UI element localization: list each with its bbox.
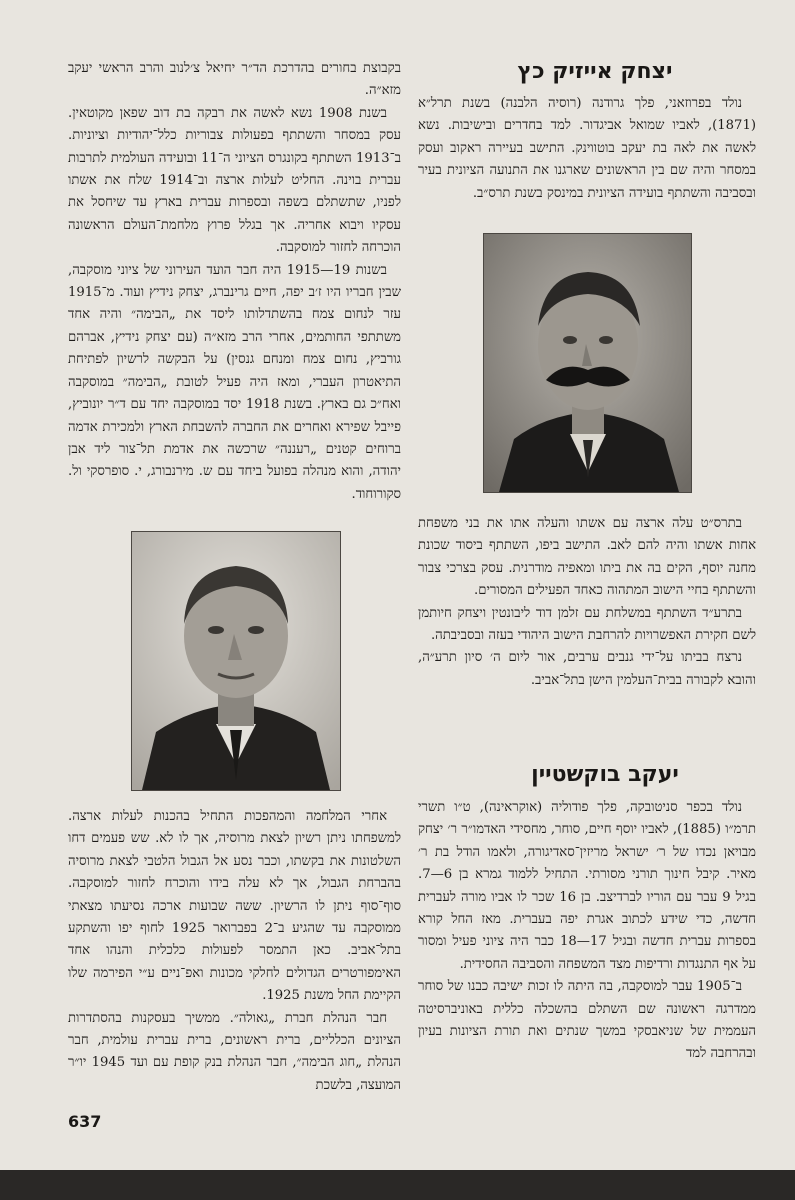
- portrait-photo-1: [483, 233, 692, 493]
- biography-2-heading: יעקב בוקשטיין: [531, 762, 679, 787]
- paragraph: נולד בפרוזאני, פלך גרודנה (רוסיה הלבנה) בשנת תרל״א (1871), לאביו שמואל אביגדור. למד בחדרים ובישיבות. נשא לאשה את לאה בת יעקב בוטווינק. התישב בעיירה ראקוב ועסק במסחר והיה שם בין הראשונים שארגנו את התנועה הציונית בעיר ובסביבה והשתתף בועידה הציונית במינסק בשנת תרס״ב.: [418, 96, 756, 201]
- paragraph: נרצח בביתו על־ידי גנבים ערבים, אור ליום ה׳ סיון תרע״ה, והובא לקבורה בבית־העלמין הישן בתל־אביב.: [418, 650, 756, 688]
- paragraph: ב־1905 עבר למוסקבה, בה היתה לו זכות ישיבה כבנו של סוחר ממדרגה ראשונה שם השתלם בהשכלה כללית באוניברסיטה העממית של שניאבסקי במשך שנתים ואת תורת הציונות בעיון ובהרחבה למד: [418, 979, 756, 1062]
- paragraph: בשנת 1908 נשא לאשה את רבקה בת דוב שפאן מקוטאין. עסק במסחר והשתתף בפעולות צבוריות כלל־יהודיות וציוניות. ב־1913 השתתף בקונגרס הציוני ה־11 ובועידה העולמית לתרבות עברית בוינה. החליט לעלות ארצה וב־1914 שלח את אשתו לפניו, שתשתלם בשפה ובספרות עברית בארץ עד שיחסל את עסקיו ויבוא אחריה. אך בגלל פרוץ מלחמת־העולם הראשונה הוכרחה לחזור למוסקבה.: [68, 105, 401, 256]
- paragraph: בתרע״ד השתתף במשלחת עם זלמן דוד ליבונטין ויצחק חיותמן לשם חקירת האפשרויות להרחבת הישוב היהודי בעזה ובסביבתה.: [418, 605, 756, 644]
- biography-1-text-upper: [418, 93, 756, 205]
- paragraph: נולד בכפר סניטובקה, פלך פודוליה (אוקראינה), ט״ו תשרי תרמ״ו (1885), לאביו יוסף חיים, סוחר, מחסידי האדמו״ר ר׳ יצחק מבויאן נכדו של ר׳ ישראל מריזין־סאדיגורה, ולאמו הודל בת ר׳ מאיר. קיבל חינוך תורני מסורתי. התחיל ללמוד גמרא בן 6—7. בגיל 9 עבר עם הוריו לברדיצב. בן 16 שכר לו אביו מורה לעברית חדשה, כדי שידע לכתוב אגרת יפה בעברית. מאז החל קורא בספרות עברית חדשה ובגיל 17—18 כבר היה ציוני פעיל ומסור על אף התנגדות ורדיפות מצד המשפחה והסביבה החסידית.: [418, 800, 757, 972]
- paragraph: בשנות 19—1915 היה חבר הועד העירוני של ציוני מוסקבה, שבין חבריו היו ז׳ב יפה, חיים גרינברג, יצחק נידיץ ועוד. מ־1915 עזר לנחום צמח בהשתדלותו ליסד את „הבימה״ והיה אחד משתתפי החותמים, אחרי הרב מזא״ה (עם יצחק נידיץ, אברהם גורביץ, נחום צמח ומנחם גנסין) על הבקשה לרשיון לפתיחת התיאטרון העברי, ומאז היה פעיל לטובת „הבימה״ במוסקבה ואח״כ גם בארץ. בשנת 1918 יסד במוסקבה יחד עם ד״ר יונוביץ, פייבל שפירא ואחרים את החברה להשבחת הארץ ולמכירת אדמה ברוחים קטנים „רעננה״ שרכשה את אדמת תל־צור ליד אבן יהודה, והוא מנהלה בפועל ביחד עם ש. מירנבורג, י. סופרסקי ול. סקורוחוד.: [68, 262, 402, 502]
- portrait-1-image: [484, 234, 691, 492]
- portrait-photo-2: [131, 531, 341, 791]
- paragraph: בתרס״ט עלה ארצה עם אשתו והעלה אתו את בני משפחת אחות אשתו והיה להם לאב. התישב ביפו, השתתף ביסוד שכונת מחנה יוסף, הקים בה את ביתו ומאפיה מודרנית. עסק בצרכי צבור והשתתף בחיי הישוב המתהוה כאחד הפעילים המסורים.: [418, 516, 756, 599]
- biography-2-text-left-lower: [68, 806, 401, 1097]
- biography-2-text-left-upper: [68, 58, 401, 506]
- paragraph: חבר הנהלת חברת „גאולה״. ממשיך בעסקנות בהסתדרות הציונים הכלליים, ברית ראשונים, ברית עברית עולמית, חבר הנהלת „חוג הבימה״, חבר הנהלת בנק קופת עם ועד 1945 יו״ר המועצה, בלשכת: [68, 1010, 402, 1093]
- paragraph: בקבוצת בחורים בהדרכת הד״ר יחיאל צ׳לנוב והרב הראשי יעקב מזא״ה.: [68, 61, 401, 99]
- biography-2-text-right: [418, 797, 756, 1066]
- biography-1-heading: יצחק אייזיק כץ: [517, 59, 673, 84]
- biography-1-text-lower: [418, 513, 756, 692]
- portrait-2-image: [132, 532, 340, 790]
- scan-border: [0, 1170, 795, 1200]
- paragraph: אחרי המלחמה והמהפכות התחיל בהכנות לעלות ארצה. למשפחתו ניתן רשיון לצאת מרוסיה, אך לו לא. שש פעמים דחו השלטונות את בקשתו, וכבר נסע אל הגבול הלטבי לצאת מרוסיה בהברחת הגבול, אך לא עלה בידו והוכרח לחזור למוסקבה. סוף־סוף ניתן לו הרשיון. ששה שבועות ארכה נסיעתו מצאתי ממוסקבה עד שהגיע ב־2 בפברואר 1925 לחוף יפו והשתקע בתל־אביב. כאן התמסר לפעולות כלכלית והנהו אחד האימפורטרים הגדולים לחלקי מכונות ואפ־ניים ע״י הפירמה שלו הקיימת החל משנת 1925.: [68, 809, 401, 1004]
- page-number: 637: [68, 1112, 102, 1131]
